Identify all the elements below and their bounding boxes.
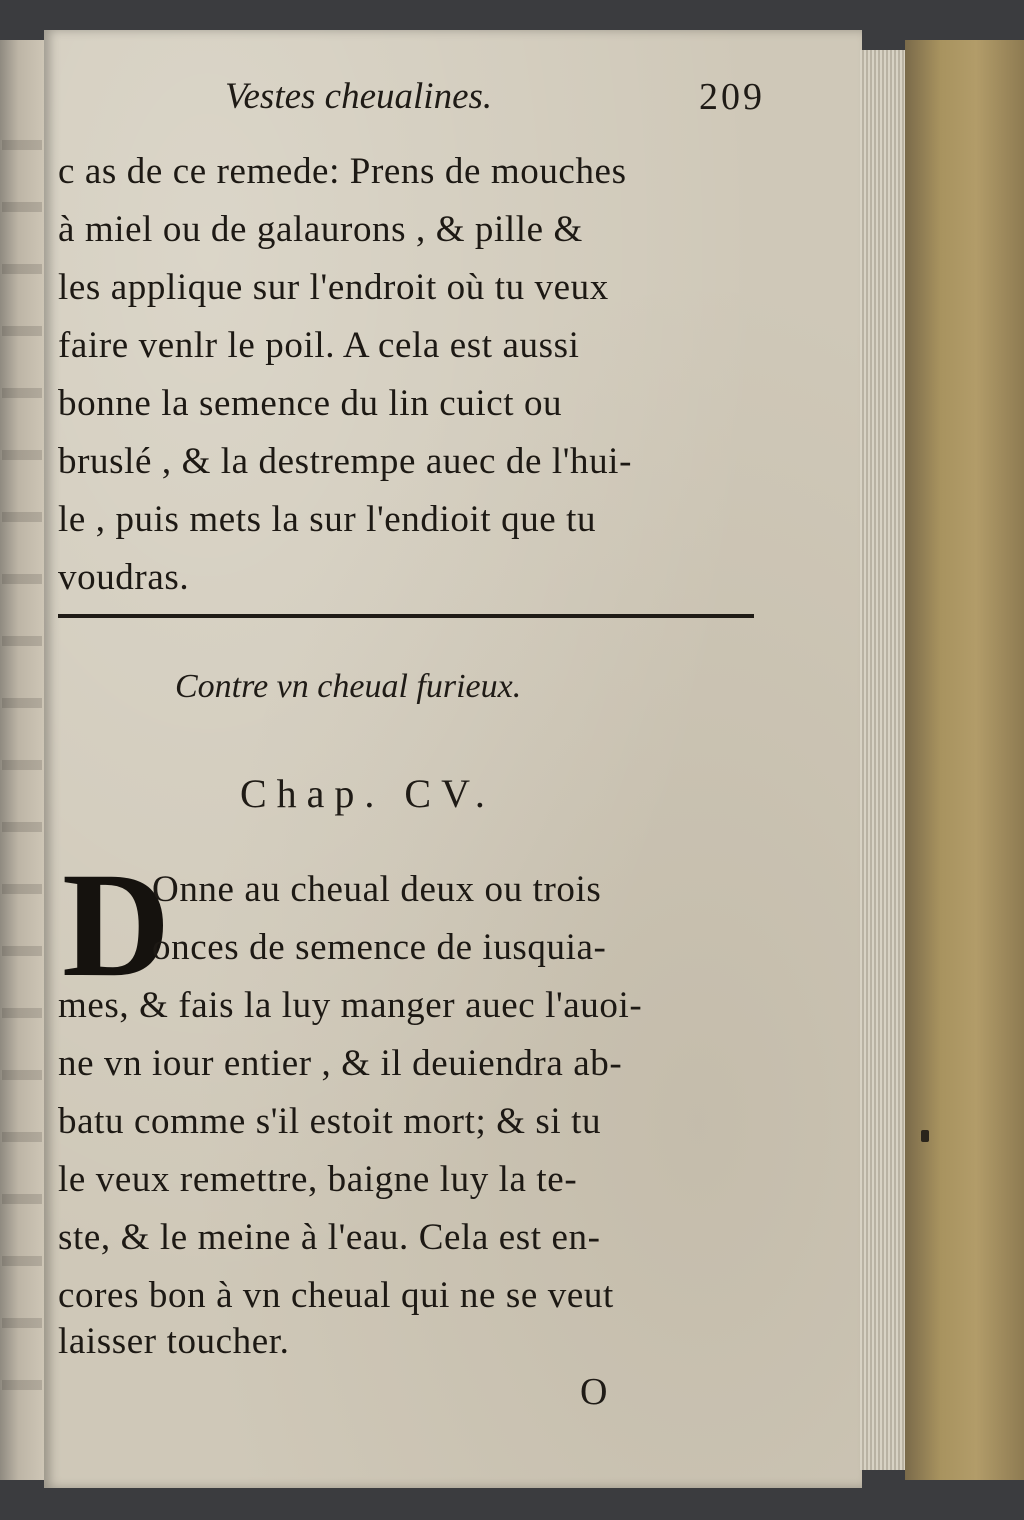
page-header [185,75,775,125]
text-line: le veux remettre, baigne luy la te- [58,1159,578,1200]
page-number: 209 [699,76,765,118]
text-line: c as de ce remede: Prens de mouches [58,151,627,192]
facing-page-edge [0,40,46,1480]
book-cover [905,40,1024,1480]
text-line: mes, & fais la luy manger auec l'auoi- [58,985,643,1026]
text-line: les applique sur l'endroit où tu veux [58,267,609,308]
text-line: le , puis mets la sur l'endioit que tu [58,499,597,540]
text-line: onces de semence de iusquia- [152,927,607,968]
section-divider [58,614,754,618]
text-line: bruslé , & la destrempe auec de l'hui- [58,441,632,482]
section-title: Contre vn cheual furieux. [175,668,522,705]
text-line: cores bon à vn cheual qui ne se veut [58,1275,614,1316]
text-line: à miel ou de galaurons , & pille & [58,209,583,250]
text-line: Onne au cheual deux ou trois [152,869,602,910]
page-edges [860,50,910,1470]
text-line: ne vn iour entier , & il deuiendra ab- [58,1043,623,1084]
text-line-last: laisser toucher. [58,1321,290,1362]
text-line: ste, & le meine à l'eau. Cela est en- [58,1217,601,1258]
running-title: Vestes cheualines. [225,76,493,117]
chapter-heading: Chap. CV. [240,771,495,816]
text-line: batu comme s'il estoit mort; & si tu [58,1101,602,1142]
text-line: bonne la semence du lin cuict ou [58,383,563,424]
drop-cap: D [62,842,171,1008]
text-line: faire venlr le poil. A cela est aussi [58,325,580,366]
text-line: voudras. [58,557,190,598]
catchword: O [580,1371,608,1413]
